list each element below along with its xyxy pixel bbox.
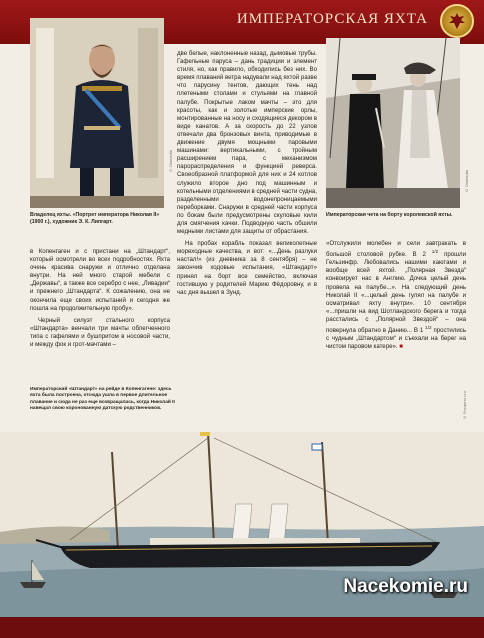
quote-part: простились с чудным „Штандартом“ и съехали на берег на чистом паровом катере».	[326, 327, 466, 351]
paragraph: две белые, наклоненные назад, дымовые трубы. Гафельные паруса – дань традиции и элемент стиля, но, как правило, обходились без них. Во время плаваний ветра надували над яхтой разве что парусину тентов, дающих тень над плетеными столами и стульями на главной палубе. Покрытые лаком мачты – это для красоты, как и золотые имперские орлы, монтированные на носу и сходящиеся декором в виде канатов. А за скорость до 22 узлов отвечали два бронзовых винта, приводимые в движение двумя мощными паровыми машинами: вертикальными, с тройным расширением пара, с механизмом парораспределения и функцией реверса. Своеобразной платформой для них и 24 котлов служило второе дно под машинным и котельными отделениями в средней части судна, разделенными водонепроницаемыми переборками. Снаружи в средней части корпуса по бокам были предусмотрены скуловые кили для смягчения качки. Подводную часть обшили медными листами для защиты от обрастания.	[177, 50, 317, 236]
photo-caption: Императорская чета на борту королевской яхты.	[326, 212, 453, 218]
ship-credit: © Росфото и.о.	[462, 390, 467, 421]
paragraph: На пробах корабль показал великолепные мореходные качества, и вот: «...День разлуки настал!» (из дневника за 8 сентября) – не закончив ходовые испытания, «Штандарт» принял на борт все семейство, включая гостившую у родителей Марию Фёдоровну, и в час дня вышел в Зунд.	[177, 240, 317, 296]
fraction: 1/2	[431, 249, 439, 255]
quote-part: «Отслужили молебен и сели завтракать в большой столовой рубке. В 2	[326, 240, 466, 259]
portrait-nicholas-ii-image	[30, 18, 164, 208]
imperial-couple-photo	[326, 38, 460, 208]
paragraph: Черный силуэт стального корпуса «Штандарта» венчали три мачты облегченного типа с гафелями и бушпритом в носовой части, и между фок и грот-мачтами –	[30, 316, 170, 349]
site-watermark: Nacekomie.ru	[343, 576, 468, 597]
article-column-middle	[177, 50, 317, 297]
imperial-eagle-emblem-icon	[440, 4, 474, 38]
section-title: ИМПЕРАТОРСКАЯ ЯХТА	[236, 11, 428, 27]
quote-part: прошли Гельзинфр. Любовались нашими каютами и вообще всей яхтой. „Полярная Звезда“ конвоирует нас в Англию. Дочка целый день провела на палубе...». На следующий день Николай II «...целый день гулял на палубе и осматривал яхту внутри». 10 сентября «...пришли на вид Шотландского берега и тогда расстались с „Полярной Звездой“ – она повернула обратно в Данию... В 1	[326, 251, 466, 334]
page-footer	[0, 617, 484, 638]
article-column-left	[30, 248, 170, 349]
end-mark-icon: ■	[399, 343, 403, 351]
article-column-right	[326, 240, 466, 351]
portrait-credit: © Diomedia	[168, 150, 173, 174]
fraction: 1/2	[425, 324, 432, 330]
photo-credit: © Diomedia	[464, 170, 469, 194]
ship-caption: Императорский «Штандарт» на рейде в Копенгагене: здесь яхта была построена, отсюда ушла в первое длительное плавание и сюда не раз еще возвращалась, когда Николай II навещал свою коронованную датскую родственников.	[30, 387, 175, 411]
portrait-caption: Владелец яхты. «Портрет императора Николая II» (1900 г.), художник Э. К. Липгарт.	[30, 212, 160, 225]
paragraph	[326, 240, 466, 351]
paragraph: в Копенгаген и с пристани на „Штандарт“, который осмотрели во всех подробностях. Яхта очень красива снаружи и отлично отделана внутри. На ней много старой мебели с „Державы“, а также все серебро с нее, „Ливадии“ и прежнего „Штандарта“. К сожалению, она не окончила еще своих испытаний и сегодня же пошла на продолжительную пробу».	[30, 248, 170, 312]
